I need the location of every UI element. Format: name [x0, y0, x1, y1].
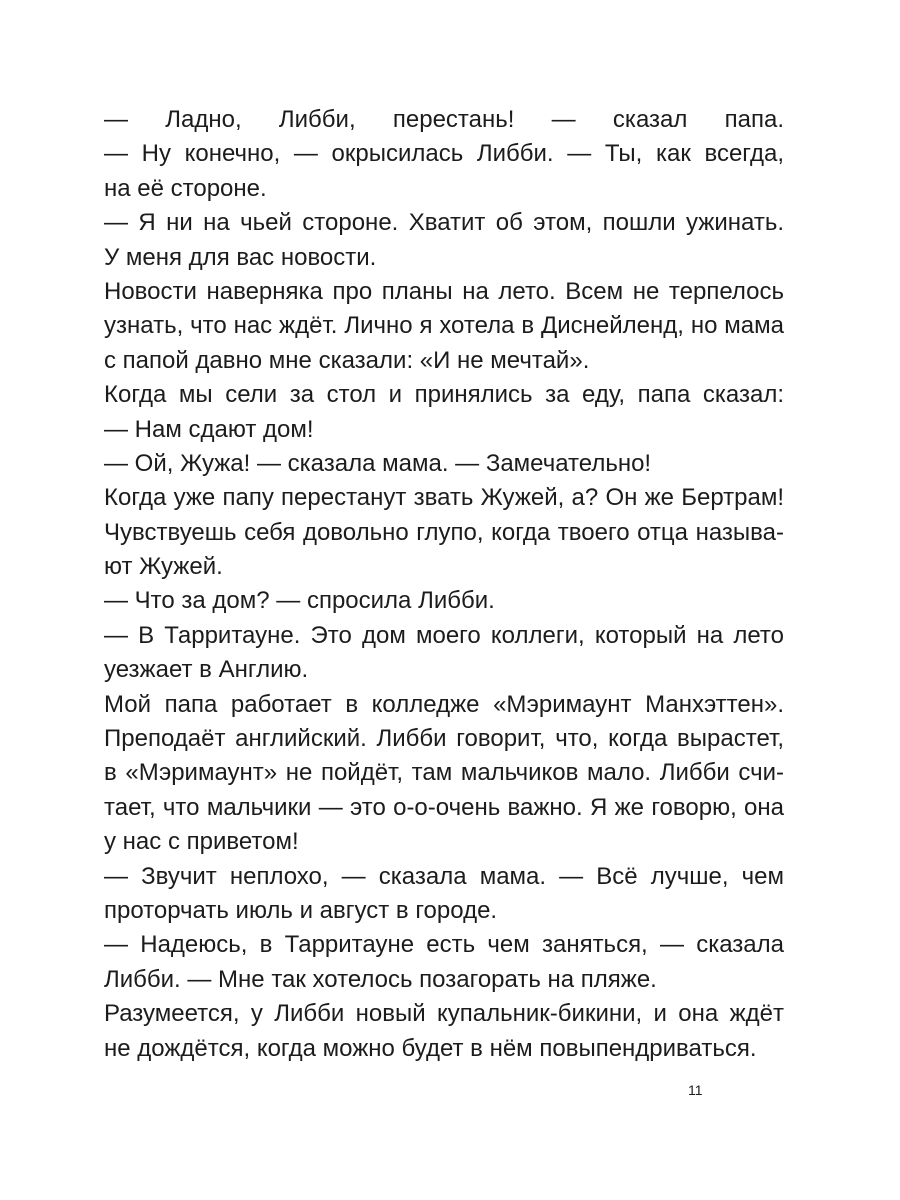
text-line: проторчать июль и август в городе.: [104, 896, 498, 924]
text-line: Мой папа работает в колледже «Мэримаунт Манхэттен».: [104, 690, 784, 718]
text-line: Новости наверняка про планы на лето. Всем не терпелось: [104, 277, 784, 305]
text-line: Либби. — Мне так хотелось позагорать на пляже.: [104, 965, 657, 993]
text-line: Когда уже папу перестанут звать Жужей, а? Он же Бертрам!: [104, 484, 784, 512]
text-line: Разумеется, у Либби новый купальник-бикини, и она ждёт: [104, 1000, 784, 1028]
text-line: — Звучит неплохо, — сказала мама. — Всё лучше, чем: [104, 862, 784, 890]
page-number: 11: [688, 1082, 703, 1098]
text-line: на её стороне.: [104, 174, 267, 202]
text-line: — Надеюсь, в Тарритауне есть чем заняться, — сказала: [104, 931, 784, 959]
text-line: — В Тарритауне. Это дом моего коллеги, который на лето: [104, 621, 784, 649]
body-text: [104, 103, 784, 1066]
text-line: Когда мы сели за стол и принялись за еду, папа сказал:: [104, 381, 784, 409]
text-line: — Что за дом? — спросила Либби.: [104, 587, 495, 615]
text-line: — Нам сдают дом!: [104, 415, 314, 443]
text-line: уезжает в Англию.: [104, 656, 309, 684]
text-line: с папой давно мне сказали: «И не мечтай».: [104, 346, 590, 374]
text-line: ют Жужей.: [104, 553, 223, 581]
text-line: в «Мэримаунт» не пойдёт, там мальчиков мало. Либби счи-: [104, 759, 784, 787]
text-line: не дождётся, когда можно будет в нём повыпендриваться.: [104, 1034, 757, 1062]
text-line: Преподаёт английский. Либби говорит, что, когда вырастет,: [104, 725, 784, 753]
text-line: Чувствуешь себя довольно глупо, когда твоего отца называ-: [104, 518, 784, 546]
text-line: тает, что мальчики — это о-о-очень важно. Я же говорю, она: [104, 793, 784, 821]
text-line: — Я ни на чьей стороне. Хватит об этом, пошли ужинать.: [104, 209, 784, 237]
text-line: у нас с приветом!: [104, 828, 299, 856]
text-line: — Ой, Жужа! — сказала мама. — Замечательно!: [104, 449, 652, 477]
text-line: — Ну конечно, — окрысилась Либби. — Ты, как всегда,: [104, 140, 784, 168]
text-line: — Ладно, Либби, перестань! — сказал папа.: [104, 106, 784, 133]
text-line: У меня для вас новости.: [104, 243, 377, 271]
text-line: узнать, что нас ждёт. Лично я хотела в Диснейленд, но мама: [104, 312, 784, 340]
